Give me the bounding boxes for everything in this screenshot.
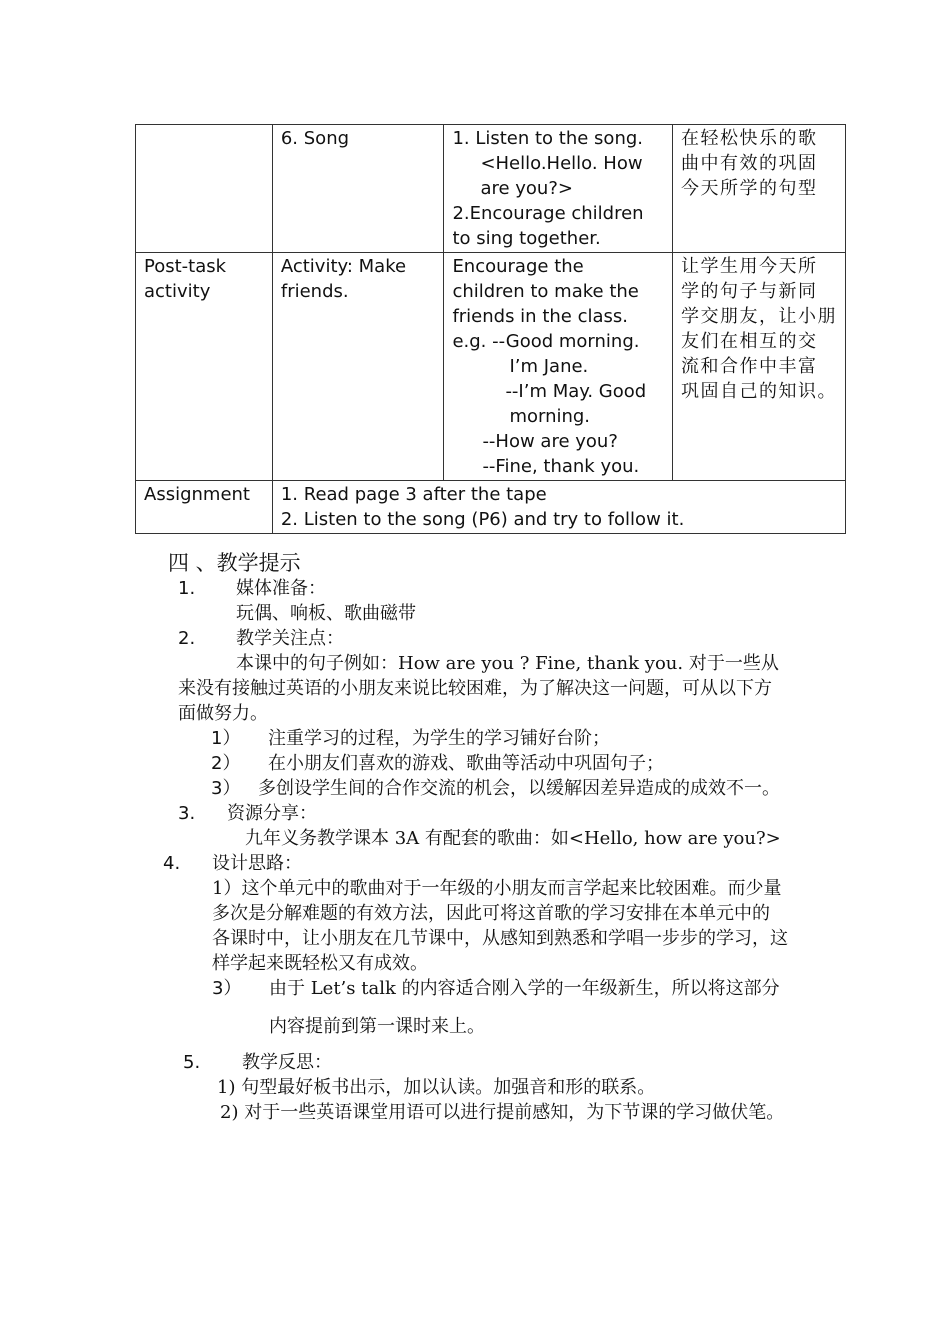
item-number: 2. [178,628,196,649]
paragraph-line: 多次是分解难题的有效方法，因此可将这首歌的学习安排在本单元中的 [212,903,770,924]
list-item: 在小朋友们喜欢的游戏、歌曲等活动中巩固句子； [268,753,664,774]
step-line: Activity: Make [280,256,407,277]
procedure-line: children to make the [452,281,639,302]
table-row-post-task [136,253,846,481]
stage-cell-empty [136,125,273,253]
step-line: friends. [280,281,349,302]
list-item: 1) 句型最好板书出示，加以认读。加强音和形的联系。 [217,1077,656,1098]
aim-line: 流和合作中丰富 [680,356,818,377]
procedure-line: --How are you? [482,431,618,452]
step-cell [272,253,444,481]
procedure-line: 1. Listen to the song. [452,128,644,149]
list-number: 3） [211,778,241,799]
item-body: 九年义务教学课本 3A 有配套的歌曲：如<Hello, how are you?> [245,828,781,849]
table-row-assignment [136,481,846,534]
aim-line: 友们在相互的交 [680,331,818,352]
aim-line: 巩固自己的知识。 [680,381,837,402]
list-number: 1） [211,728,241,749]
item-title: 教学反思： [242,1052,332,1073]
procedure-line: <Hello.Hello. How [480,153,643,174]
item-number: 4. [163,853,181,874]
list-number: 3） [212,978,242,999]
aim-line: 在轻松快乐的歌 [680,128,818,149]
procedure-cell [444,125,673,253]
stage-cell [136,481,273,534]
aim-cell [672,253,845,481]
aim-line: 学的句子与新同 [680,281,818,302]
paragraph-line: 来没有接触过英语的小朋友来说比较困难，为了解决这一问题，可从以下方 [178,678,772,699]
paragraph-line: 1）这个单元中的歌曲对于一年级的小朋友而言学起来比较困难。而少量 [212,878,782,899]
assignment-item: 2. Listen to the song (P6) and try to follow it. [280,509,685,530]
stage-line: Post-task [144,256,227,277]
list-item: 多创设学生间的合作交流的机会，以缓解因差异造成的成效不一。 [258,778,780,799]
list-item: 注重学习的过程，为学生的学习铺好台阶； [268,728,610,749]
table-row-song [136,125,846,253]
stage-cell [136,253,273,481]
aim-line: 让学生用今天所 [680,256,818,277]
aim-line: 曲中有效的巩固 [680,153,818,174]
stage-assignment: Assignment [144,484,250,505]
list-item: 2) 对于一些英语课堂用语可以进行提前感知，为下节课的学习做伏笔。 [220,1102,785,1123]
procedure-line: 2.Encourage children [452,203,644,224]
item-number: 1. [178,578,196,599]
procedure-line: to sing together. [452,228,601,249]
section-heading: 四 、教学提示 [168,551,301,575]
item-number: 3. [178,803,196,824]
step-song: 6. Song [280,128,350,149]
paragraph-line: 面做努力。 [178,703,268,724]
item-body: 玩偶、响板、歌曲磁带 [236,603,416,624]
procedure-line: --I’m May. Good [505,381,647,402]
item-title: 资源分享： [227,803,317,824]
procedure-line: are you?> [480,178,573,199]
paragraph-line: 样学起来既轻松又有成效。 [212,953,428,974]
stage-line: activity [144,281,211,302]
paragraph-line: 本课中的句子例如：How are you ? Fine, thank you. 对于一些从 [236,653,779,674]
item-number: 5. [183,1052,201,1073]
procedure-cell [444,253,673,481]
step-cell [272,125,444,253]
procedure-line: friends in the class. [452,306,628,327]
lesson-plan-table [135,124,846,534]
procedure-line: --Fine, thank you. [482,456,640,477]
aim-line: 学交朋友，让小朋 [680,306,837,327]
procedure-line: I’m Jane. [509,356,589,377]
item-title: 教学关注点： [236,628,344,649]
procedure-line: Encourage the [452,256,584,277]
procedure-line: morning. [509,406,591,427]
assignment-cell [272,481,845,534]
procedure-line: e.g. --Good morning. [452,331,640,352]
paragraph-line: 各课时中，让小朋友在几节课中，从感知到熟悉和学唱一步步的学习，这 [212,928,788,949]
item-title: 媒体准备： [236,578,326,599]
list-number: 2） [211,753,241,774]
aim-cell [672,125,845,253]
list-item: 由于 Let’s talk 的内容适合刚入学的一年级新生，所以将这部分 [269,978,780,999]
list-item-continued: 内容提前到第一课时来上。 [269,1016,485,1037]
item-title: 设计思路： [212,853,302,874]
aim-line: 今天所学的句型 [680,178,818,199]
assignment-item: 1. Read page 3 after the tape [280,484,547,505]
